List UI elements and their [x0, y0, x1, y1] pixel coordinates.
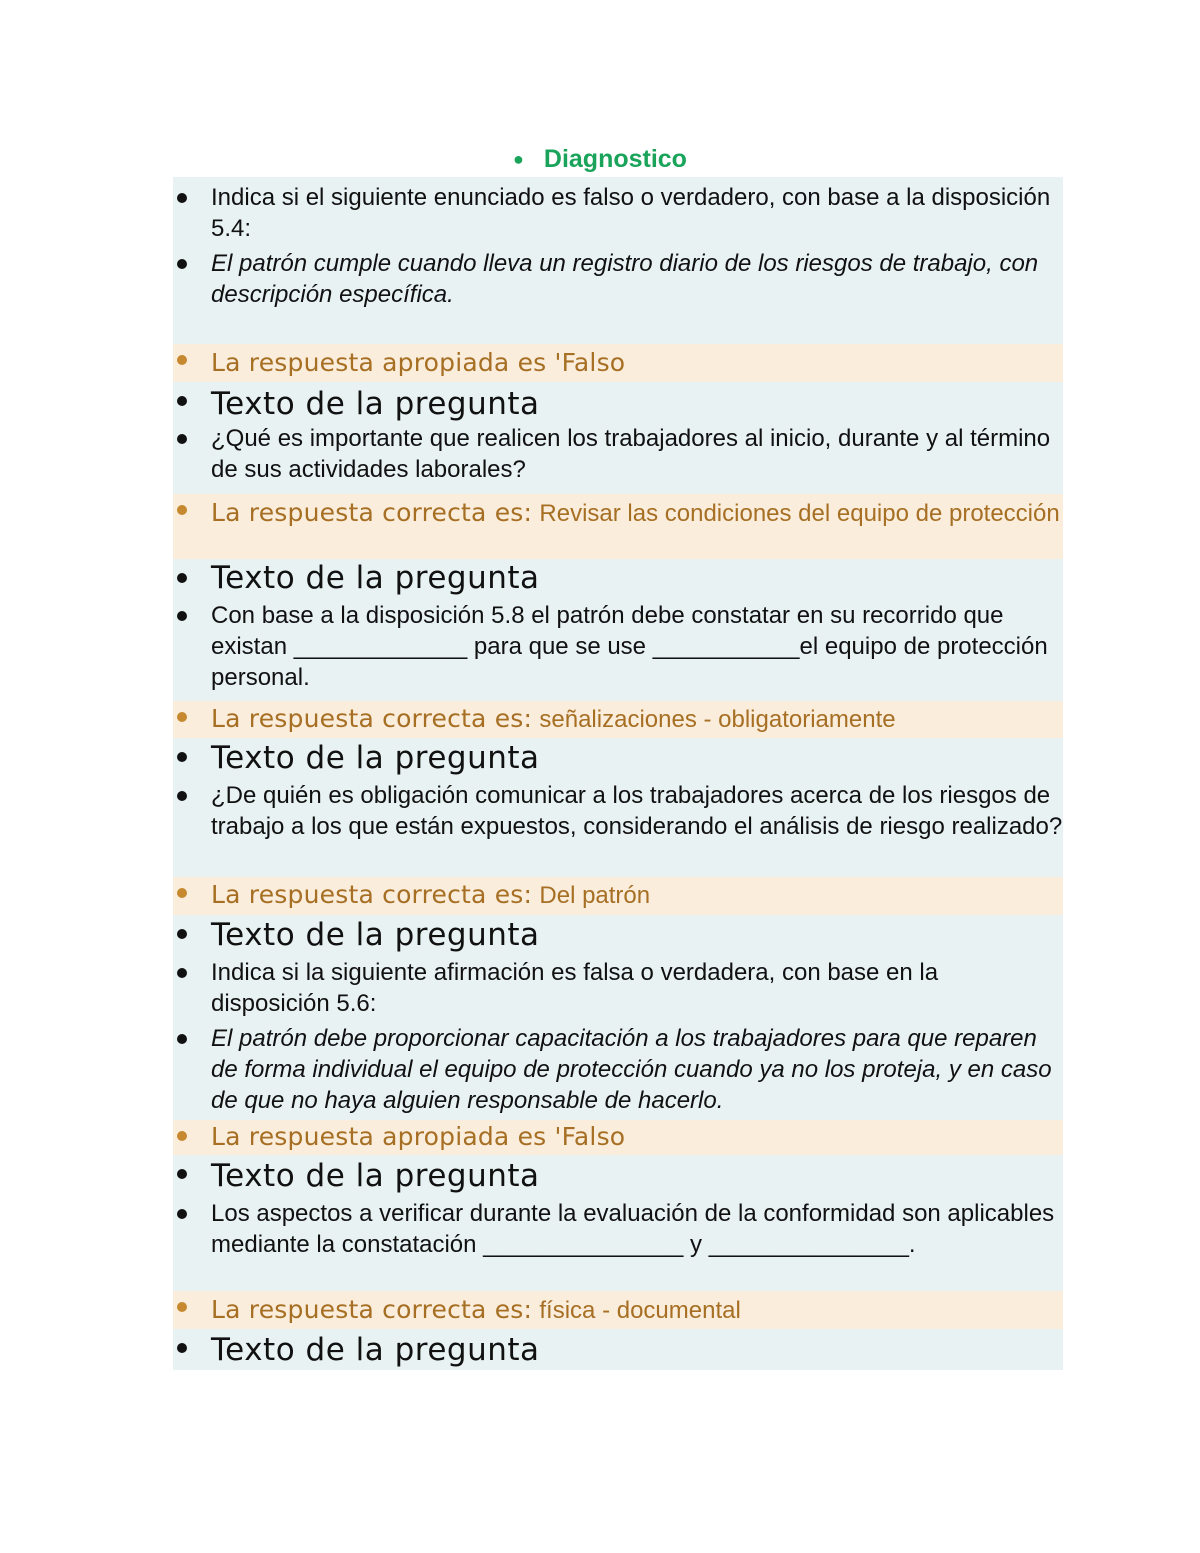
bullet-icon — [177, 573, 187, 583]
question-block — [173, 915, 1063, 1120]
page-title — [0, 142, 1200, 176]
question-heading — [173, 1329, 1063, 1369]
answer-block — [173, 494, 1063, 559]
answer-value: señalizaciones - obligatoriamente — [539, 706, 896, 733]
question-text: Los aspectos a verificar durante la evaluación de la conformidad son aplicables mediante la constatación _______________ y _______________. — [211, 1200, 1055, 1258]
list-item — [173, 177, 1063, 244]
answer-block — [173, 701, 1063, 738]
bullet-icon — [177, 611, 187, 621]
list-item — [173, 423, 1063, 485]
bullet-icon — [177, 1302, 187, 1312]
content — [173, 177, 1063, 1370]
question-block — [173, 559, 1063, 701]
bullet-icon — [177, 791, 187, 801]
bullet-icon: ● — [513, 148, 524, 169]
bullet-icon — [177, 712, 187, 722]
bullet-icon — [177, 888, 187, 898]
title-text: Diagnostico — [543, 144, 687, 173]
bullet-icon — [177, 1209, 187, 1219]
question-block — [173, 738, 1063, 877]
question-heading — [173, 382, 1063, 423]
answer-label: La respuesta correcta es: — [211, 704, 533, 733]
answer-label: La respuesta correcta es: — [211, 1295, 533, 1324]
bullet-icon — [177, 1169, 187, 1179]
bullet-icon — [177, 968, 187, 978]
bullet-icon — [177, 1131, 187, 1141]
bullet-icon — [177, 505, 187, 515]
answer-label: La respuesta apropiada es 'Falso — [211, 348, 626, 377]
question-instruction: Indica si el siguiente enunciado es falso o verdadero, con base a la disposición 5.4: — [211, 184, 1051, 242]
answer-line — [173, 1291, 1063, 1326]
list-item — [173, 780, 1063, 842]
question-statement: El patrón cumple cuando lleva un registro diario de los riesgos de trabajo, con descripción específica. — [211, 250, 1039, 308]
bullet-icon — [177, 752, 187, 762]
question-heading — [173, 1155, 1063, 1195]
question-heading — [173, 559, 1063, 597]
question-heading-text: Texto de la pregunta — [211, 1158, 540, 1194]
bullet-icon — [177, 1343, 187, 1353]
question-statement: El patrón debe proporcionar capacitación a los trabajadores para que reparen de forma individual el equipo de protección cuando ya no los proteja, y en caso de que no haya alguien responsable de hacerlo. — [211, 1025, 1052, 1114]
list-item — [173, 600, 1063, 693]
answer-value: física - documental — [539, 1297, 741, 1324]
list-item — [173, 248, 1063, 310]
question-heading — [173, 915, 1063, 954]
question-heading-text: Texto de la pregunta — [211, 740, 540, 776]
answer-line — [173, 701, 1063, 735]
bullet-icon — [177, 193, 187, 203]
question-heading-text: Texto de la pregunta — [211, 386, 540, 422]
question-heading-text: Texto de la pregunta — [211, 1332, 540, 1368]
answer-label: La respuesta correcta es: — [211, 498, 533, 527]
answer-value: Revisar las condiciones del equipo de protección — [539, 500, 1060, 527]
answer-line — [173, 877, 1063, 911]
answer-line — [173, 344, 1063, 378]
bullet-icon — [177, 434, 187, 444]
question-heading-text: Texto de la pregunta — [211, 560, 540, 596]
question-block — [173, 1329, 1063, 1370]
bullet-icon — [177, 1034, 187, 1044]
list-item — [173, 1023, 1063, 1116]
answer-value: Del patrón — [539, 882, 651, 909]
answer-block — [173, 877, 1063, 915]
question-heading — [173, 738, 1063, 777]
answer-line — [173, 1120, 1063, 1152]
bullet-icon — [177, 929, 187, 939]
answer-label: La respuesta correcta es: — [211, 880, 533, 909]
question-text: ¿De quién es obligación comunicar a los trabajadores acerca de los riesgos de trabajo a los que están expuestos, considerando el análisis de riesgo realizado? — [211, 782, 1063, 840]
answer-block — [173, 1120, 1063, 1155]
answer-block — [173, 344, 1063, 382]
question-block — [173, 1155, 1063, 1291]
answer-label: La respuesta apropiada es 'Falso — [211, 1122, 626, 1151]
question-block — [173, 177, 1063, 344]
question-block — [173, 382, 1063, 494]
bullet-icon — [177, 259, 187, 269]
answer-line — [173, 494, 1063, 529]
question-instruction: Indica si la siguiente afirmación es falsa o verdadera, con base en la disposición 5.6: — [211, 959, 939, 1017]
list-item — [173, 1198, 1063, 1260]
list-item — [173, 957, 1063, 1019]
question-text: Con base a la disposición 5.8 el patrón debe constatar en su recorrido que existan _____________ para que se use ___________el equipo de protección personal. — [211, 602, 1048, 691]
question-text: ¿Qué es importante que realicen los trabajadores al inicio, durante y al término de sus actividades laborales? — [211, 425, 1051, 483]
answer-block — [173, 1291, 1063, 1329]
bullet-icon — [177, 396, 187, 406]
bullet-icon — [177, 355, 187, 365]
question-heading-text: Texto de la pregunta — [211, 917, 540, 953]
